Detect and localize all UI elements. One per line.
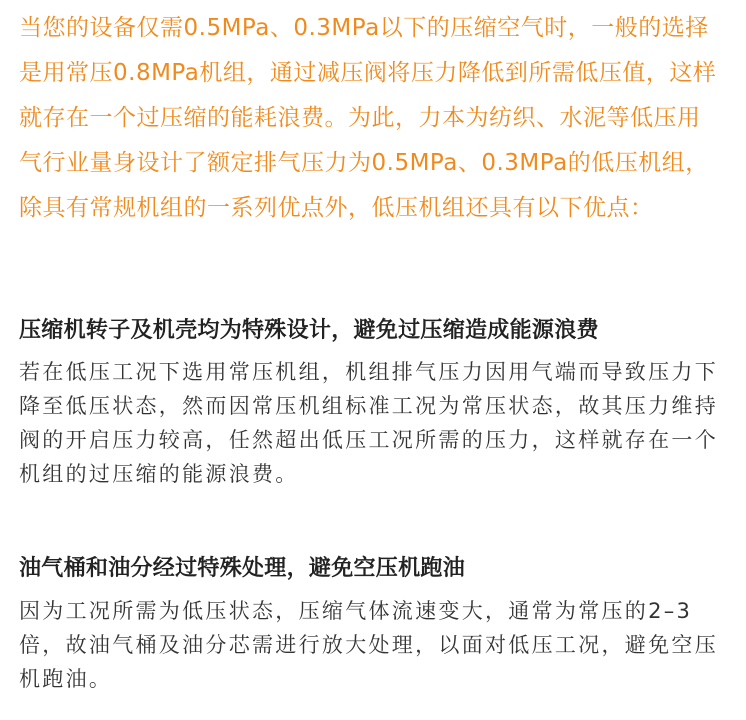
section-title-oil-tank: 油气桶和油分经过特殊处理，避免空压机跑油 [19,556,466,581]
section-title-compressor-design: 压缩机转子及机壳均为特殊设计，避免过压缩造成能源浪费 [19,318,599,343]
intro-paragraph: 当您的设备仅需0.5MPa、0.3MPa以下的压缩空气时，一般的选择是用常压0.8MPa机组，通过减压阀将压力降低到所需低压值，这样就存在一个过压缩的能耗浪费。为此，力本为纺织、水泥等低压用气行业量身设计了额定排气压力为0.5MPa、0.3MPa的低压机组，除具有常规机组的一系列优点外，低压机组还具有以下优点： [19,15,717,221]
section-body-compressor-design: 若在低压工况下选用常压机组，机组排气压力因用气端而导致压力下降至低压状态，然而因常压机组标准工况为常压状态，故其压力维持阀的开启压力较高，任然超出低压工况所需的压力，这样就存在一个机组的过压缩的能源浪费。 [19,360,718,486]
section-body-oil-tank: 因为工况所需为低压状态，压缩气体流速变大，通常为常压的2–3倍，故油气桶及油分芯需进行放大处理，以面对低压工况，避免空压机跑油。 [19,599,718,691]
